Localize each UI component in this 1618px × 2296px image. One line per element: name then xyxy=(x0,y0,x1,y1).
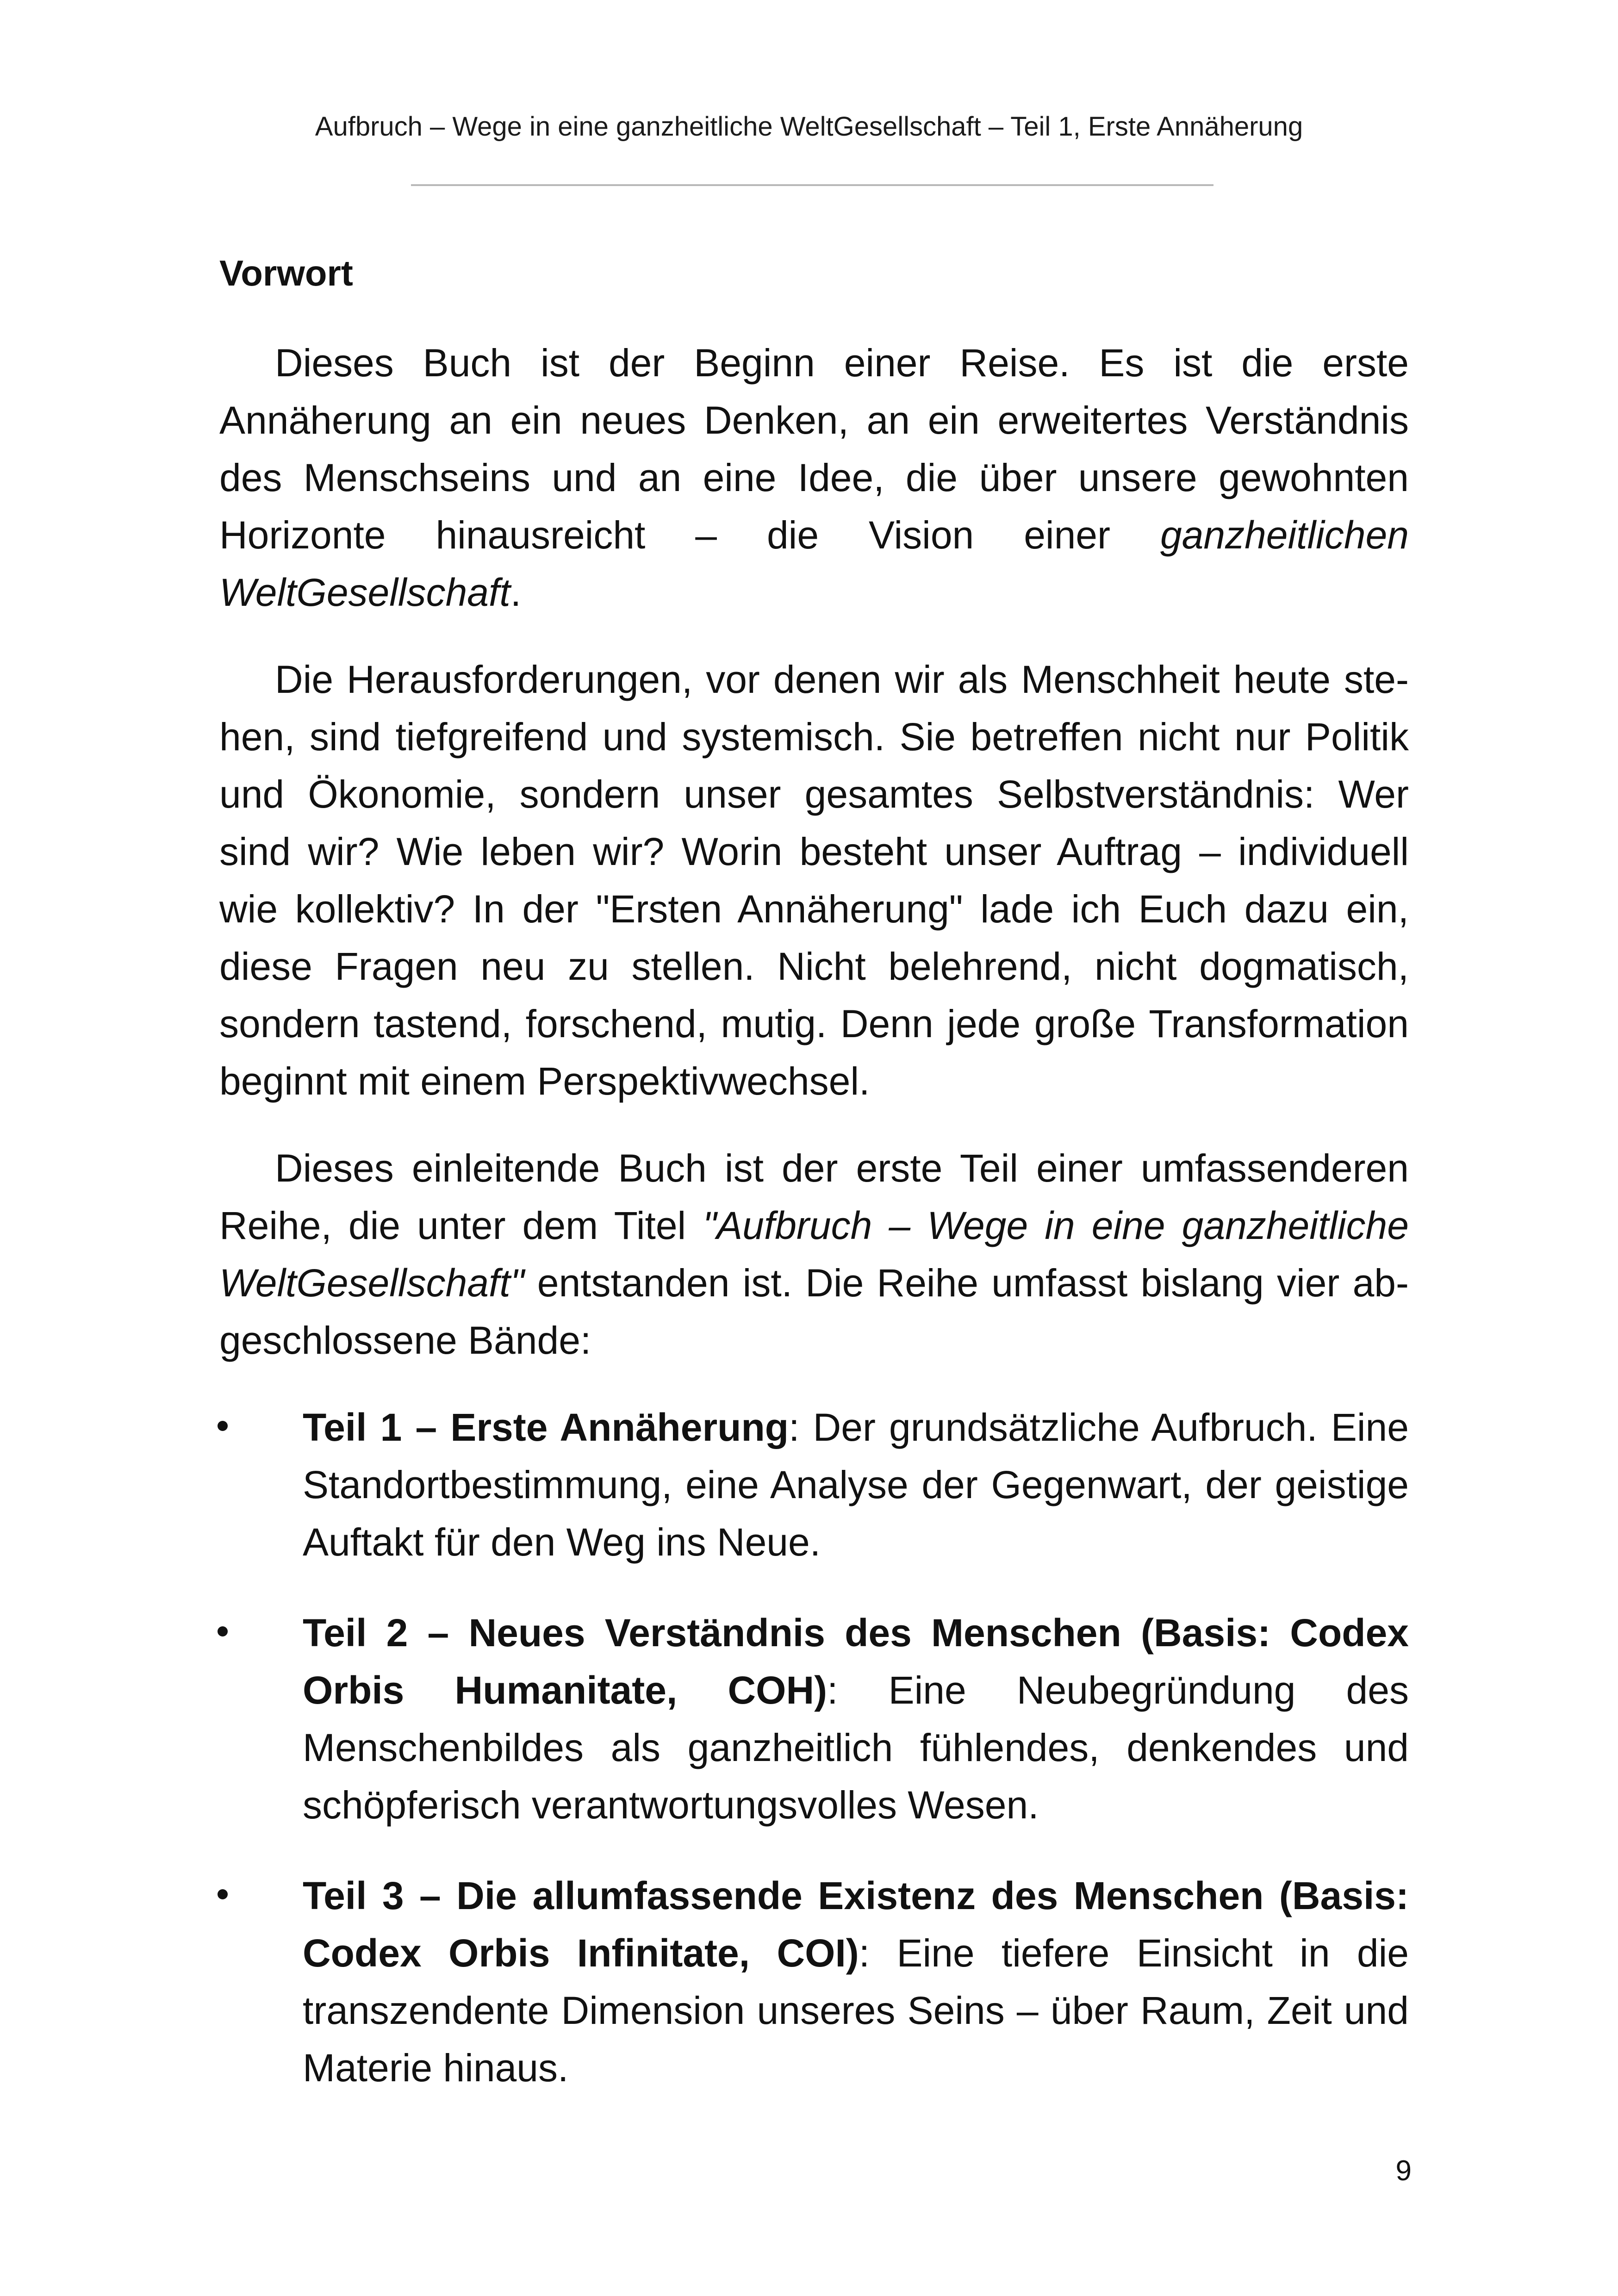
list-item-text xyxy=(303,1604,1409,1834)
paragraph-text: Dieses Buch ist der Beginn einer Reise. Es ist die erste Annäherung an ein neues Denken, an ein erweitertes Verständnis des Menschseins und an eine Idee, die über unsere gewohnten Horizonte hinausreicht – die Vision einer xyxy=(219,341,1409,557)
bullet-icon xyxy=(218,1889,228,1899)
list-item xyxy=(219,1604,1409,1834)
volume-list xyxy=(219,1399,1409,2097)
paragraph-text: Dieses einleitende Buch ist der erste Teil einer umfassenderen Reihe, die unter dem Titel xyxy=(219,1146,1409,1247)
volume-description: : Der grundsätzliche Aufbruch. Eine Standortbestimmung, eine Analyse der Gegenwart, der geistige Auftakt für den Weg ins Neue. xyxy=(303,1406,1409,1564)
volume-description: : Eine Neubegründung des Menschenbildes als ganzheitlich fühlendes, denkendes und schöpferisch verantwortungsvolles Wesen. xyxy=(303,1668,1409,1827)
running-header: Aufbruch – Wege in eine ganzheitliche WeltGesellschaft – Teil 1, Erste Annäherung xyxy=(315,112,1303,142)
volume-title: Teil 3 – Die allumfassende Existenz des Menschen (Basis: Codex Orbis Infinitate, COI) xyxy=(303,1874,1409,1975)
paragraph-challenges xyxy=(219,651,1409,1110)
list-item xyxy=(219,1867,1409,2097)
paragraph-text: Die Herausforderungen, vor denen wir als Menschheit heute stehen, sind tiefgreifend und systemisch. Sie betreffen nicht nur Politik und Ökonomie, sondern unser gesamtes Selbstverständnis: Wer sind wir? Wie leben wir? Worin besteht unser Auftrag – individuell wie kollektiv? In der "Ersten Annäherung" lade ich Euch dazu ein, diese Fragen neu zu stellen. Nicht belehrend, nicht dogmatisch, sondern tastend, forschend, mutig. Denn jede große Transformation beginnt mit einem Perspektivwechsel. xyxy=(219,658,1409,1103)
bullet-icon xyxy=(218,1626,228,1636)
header-divider xyxy=(411,184,1214,186)
volume-description: : Eine tiefere Einsicht in die transzendente Dimension unseres Seins – über Raum, Zeit und Materie hinaus. xyxy=(303,1931,1409,2090)
paragraph-intro xyxy=(219,334,1409,621)
paragraph-emphasis: "Aufbruch – Wege in eine ganzheitliche WeltGesellschaft" xyxy=(219,1204,1409,1305)
list-item-text xyxy=(303,1399,1409,1571)
page-number: 9 xyxy=(1395,2155,1412,2187)
bullet-icon xyxy=(218,1421,228,1431)
paragraph-series xyxy=(219,1139,1409,1369)
paragraph-text-end: . xyxy=(510,571,522,614)
paragraph-emphasis: ganzheitlichen WeltGesellschaft xyxy=(219,513,1409,614)
list-item xyxy=(219,1399,1409,1571)
paragraph-text-end: entstanden ist. Die Reihe umfasst bislang vier abgeschlossene Bände: xyxy=(219,1261,1409,1362)
volume-title: Teil 1 – Erste Annäherung xyxy=(303,1406,789,1449)
section-title: Vorwort xyxy=(219,253,353,293)
volume-title: Teil 2 – Neues Verständnis des Menschen (Basis: Codex Orbis Humanitate, COH) xyxy=(303,1611,1409,1712)
list-item-text xyxy=(303,1867,1409,2097)
page-body xyxy=(219,245,1409,2130)
